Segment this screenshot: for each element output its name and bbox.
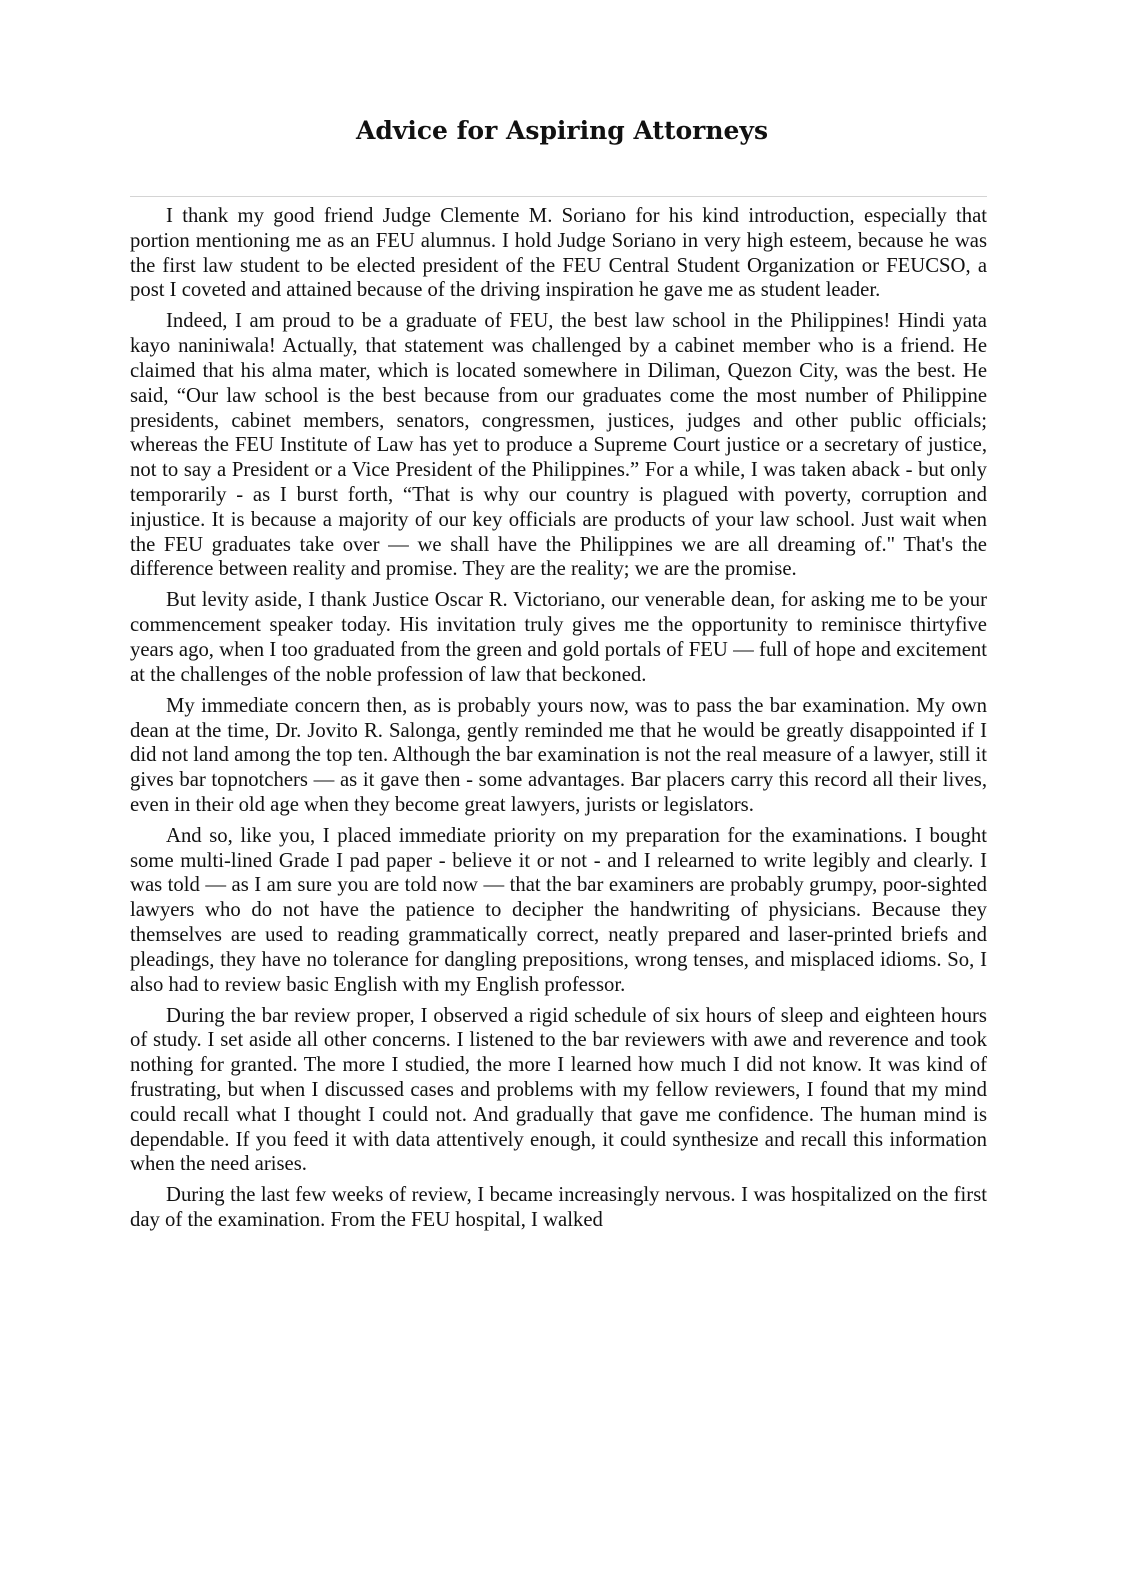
paragraph: I thank my good friend Judge Clemente M. Soriano for his kind introduction, especially that portion mentioning me as an FEU alumnus. I hold Judge Soriano in very high esteem, because he was the first law student to be elected president of the FEU Central Student Organization or FEUCSO, a post I coveted and attained because of the driving inspiration he gave me as student leader. <box>130 205 987 302</box>
paragraph: Indeed, I am proud to be a graduate of FEU, the best law school in the Philippines! Hindi yata kayo naniniwala! Actually, that statement was challenged by a cabinet member who is a friend. He claimed that his alma mater, which is located somewhere in Diliman, Quezon City, was the best. He said, “Our law school is the best because from our graduates come the most number of Philippine presidents, cabinet members, senators, congressmen, justices, judges and other public officials; whereas the FEU Institute of Law has yet to produce a Supreme Court justice or a secretary of justice, not to say a President or a Vice President of the Philippines.” For a while, I was taken aback - but only temporarily - as I burst forth, “That is why our country is plagued with poverty, corruption and injustice. It is because a majority of our key officials are products of your law school. Just wait when the FEU graduates take over — we shall have the Philippines we are all dreaming of." That's the difference between reality and promise. They are the reality; we are the promise. <box>130 310 987 581</box>
paragraph: My immediate concern then, as is probably yours now, was to pass the bar examination. My own dean at the time, Dr. Jovito R. Salonga, gently reminded me that he would be greatly disappointed if I did not land among the top ten. Although the bar examination is not the real measure of a lawyer, still it gives bar topnotchers — as it gave then - some advantages. Bar placers carry this record all their lives, even in their old age when they become great lawyers, jurists or legislators. <box>130 694 987 816</box>
paragraph: During the last few weeks of review, I became increasingly nervous. I was hospitalized on the first day of the examination. From the FEU hospital, I walked <box>130 1184 987 1232</box>
title-divider <box>130 196 987 197</box>
document-body <box>130 204 987 1239</box>
page-title: Advice for Aspiring Attorneys <box>355 116 769 145</box>
paragraph: And so, like you, I placed immediate priority on my preparation for the examinations. I bought some multi-lined Grade I pad paper - believe it or not - and I relearned to write legibly and clearly. I was told — as I am sure you are told now — that the bar examiners are probably grumpy, poor-sighted lawyers who do not have the patience to decipher the handwriting of physicians. Because they themselves are used to reading grammatically correct, neatly prepared and laser-printed briefs and pleadings, they have no tolerance for dangling prepositions, wrong tenses, and misplaced idioms. So, I also had to review basic English with my English professor. <box>130 824 987 996</box>
paragraph: But levity aside, I thank Justice Oscar R. Victoriano, our venerable dean, for asking me to be your commencement speaker today. His invitation truly gives me the opportunity to reminisce thirtyfive years ago, when I too graduated from the green and gold portals of FEU — full of hope and excitement at the challenges of the noble profession of law that beckoned. <box>130 589 987 686</box>
paragraph: During the bar review proper, I observed a rigid schedule of six hours of sleep and eighteen hours of study. I set aside all other concerns. I listened to the bar reviewers with awe and reverence and took nothing for granted. The more I studied, the more I learned how much I did not know. It was kind of frustrating, but when I discussed cases and problems with my fellow reviewers, I found that my mind could recall what I thought I could not. And gradually that gave me confidence. The human mind is dependable. If you feed it with data attentively enough, it could synthesize and recall this information when the need arises. <box>130 1004 987 1176</box>
